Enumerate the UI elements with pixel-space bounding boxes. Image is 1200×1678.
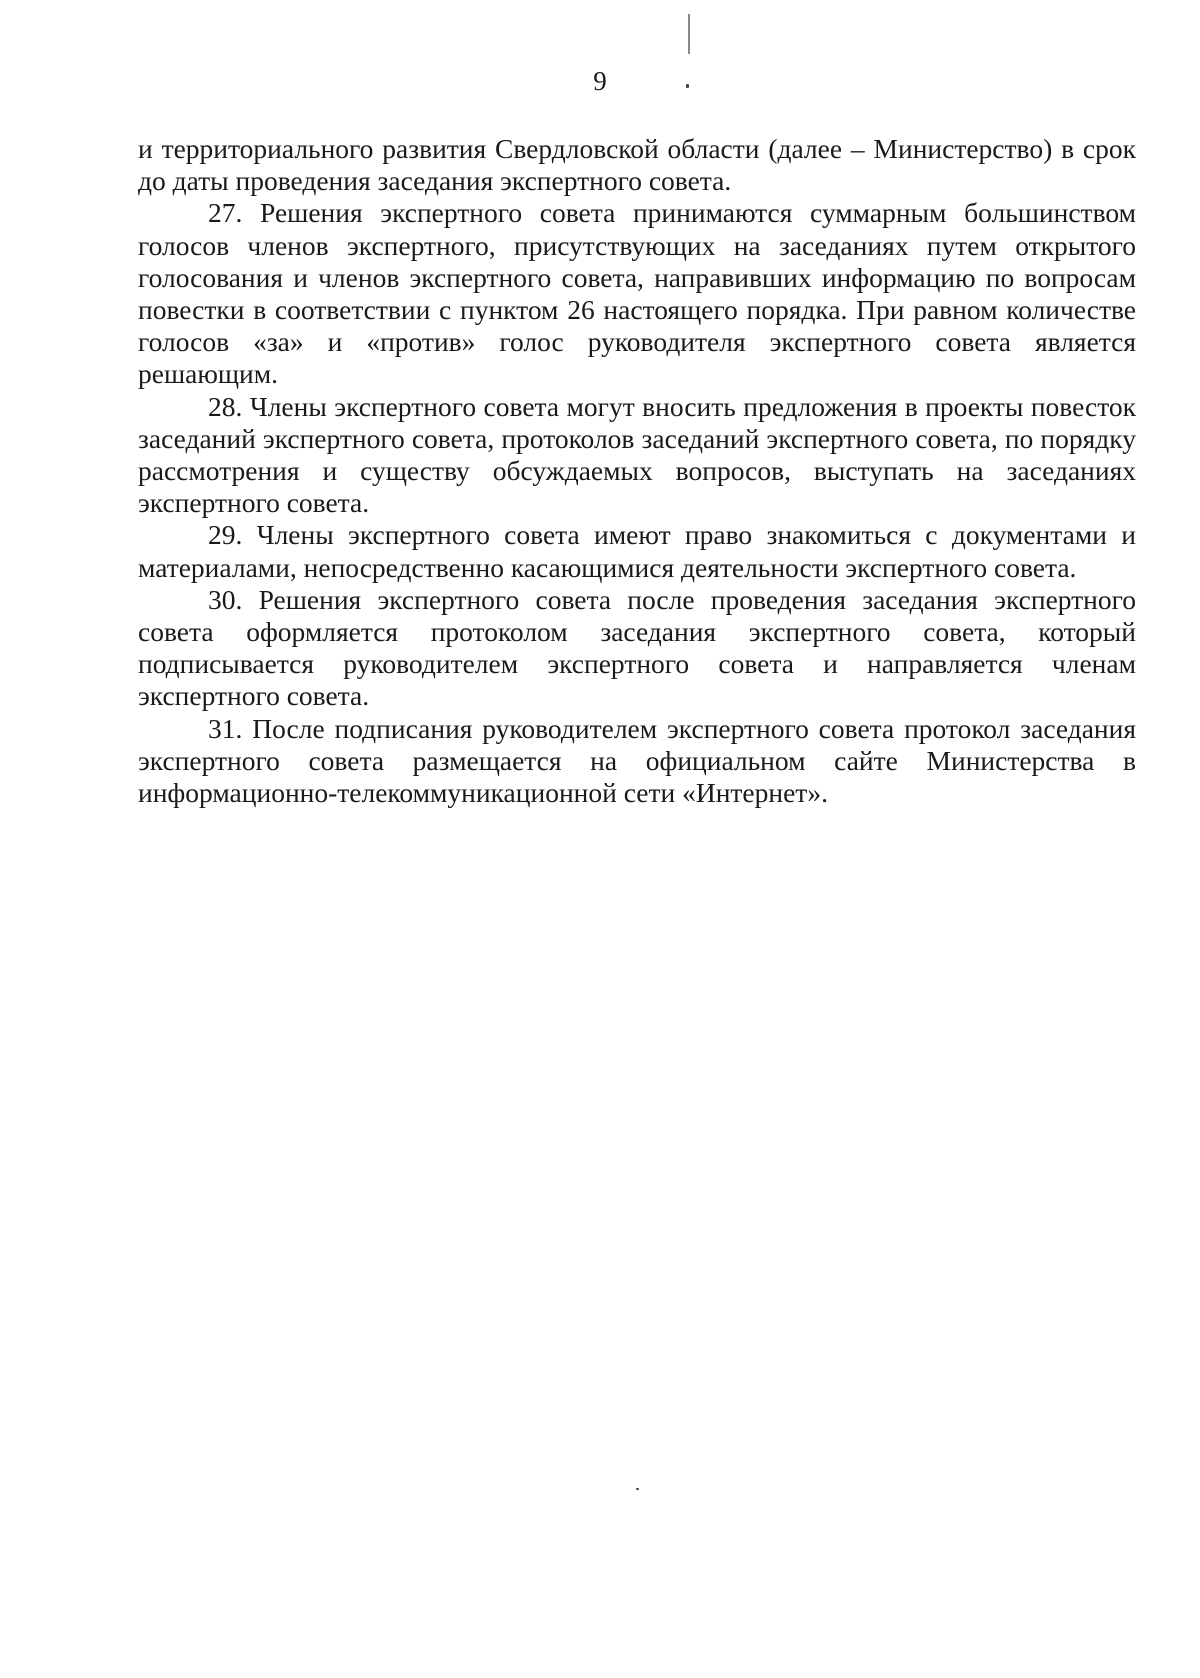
page-number-label: 9 [593, 66, 607, 96]
paragraph-28: 28. Члены экспертного совета могут вносить предложения в проекты повесток заседаний экспертного совета, протоколов заседаний экспертного совета, по порядку рассмотрения и существу обсуждаемых вопросов, выступать на заседаниях экспертного совета. [138, 390, 1136, 519]
paragraph-29: 29. Члены экспертного совета имеют право знакомиться с документами и материалами, непосредственно касающимися деятельности экспертного совета. [138, 519, 1136, 583]
scan-artifact-line [688, 14, 690, 54]
document-body [138, 133, 1136, 809]
scan-artifact-speck [636, 1488, 639, 1490]
page-number [0, 66, 1200, 97]
paragraph-31: 31. После подписания руководителем экспертного совета протокол заседания экспертного совета размещается на официальном сайте Министерства в информационно-телекоммуникационной сети «Интернет». [138, 712, 1136, 809]
paragraph-30: 30. Решения экспертного совета после проведения заседания экспертного совета оформляется протоколом заседания экспертного совета, который подписывается руководителем экспертного совета и направляется членам экспертного совета. [138, 583, 1136, 712]
paragraph-continuation: и территориального развития Свердловской области (далее – Министерство) в срок до даты проведения заседания экспертного совета. [138, 133, 1136, 197]
paragraph-27: 27. Решения экспертного совета принимаются суммарным большинством голосов членов экспертного, присутствующих на заседаниях путем открытого голосования и членов экспертного совета, направивших информацию по вопросам повестки в соответствии с пунктом 26 настоящего порядка. При равном количестве голосов «за» и «против» голос руководителя экспертного совета является решающим. [138, 197, 1136, 390]
